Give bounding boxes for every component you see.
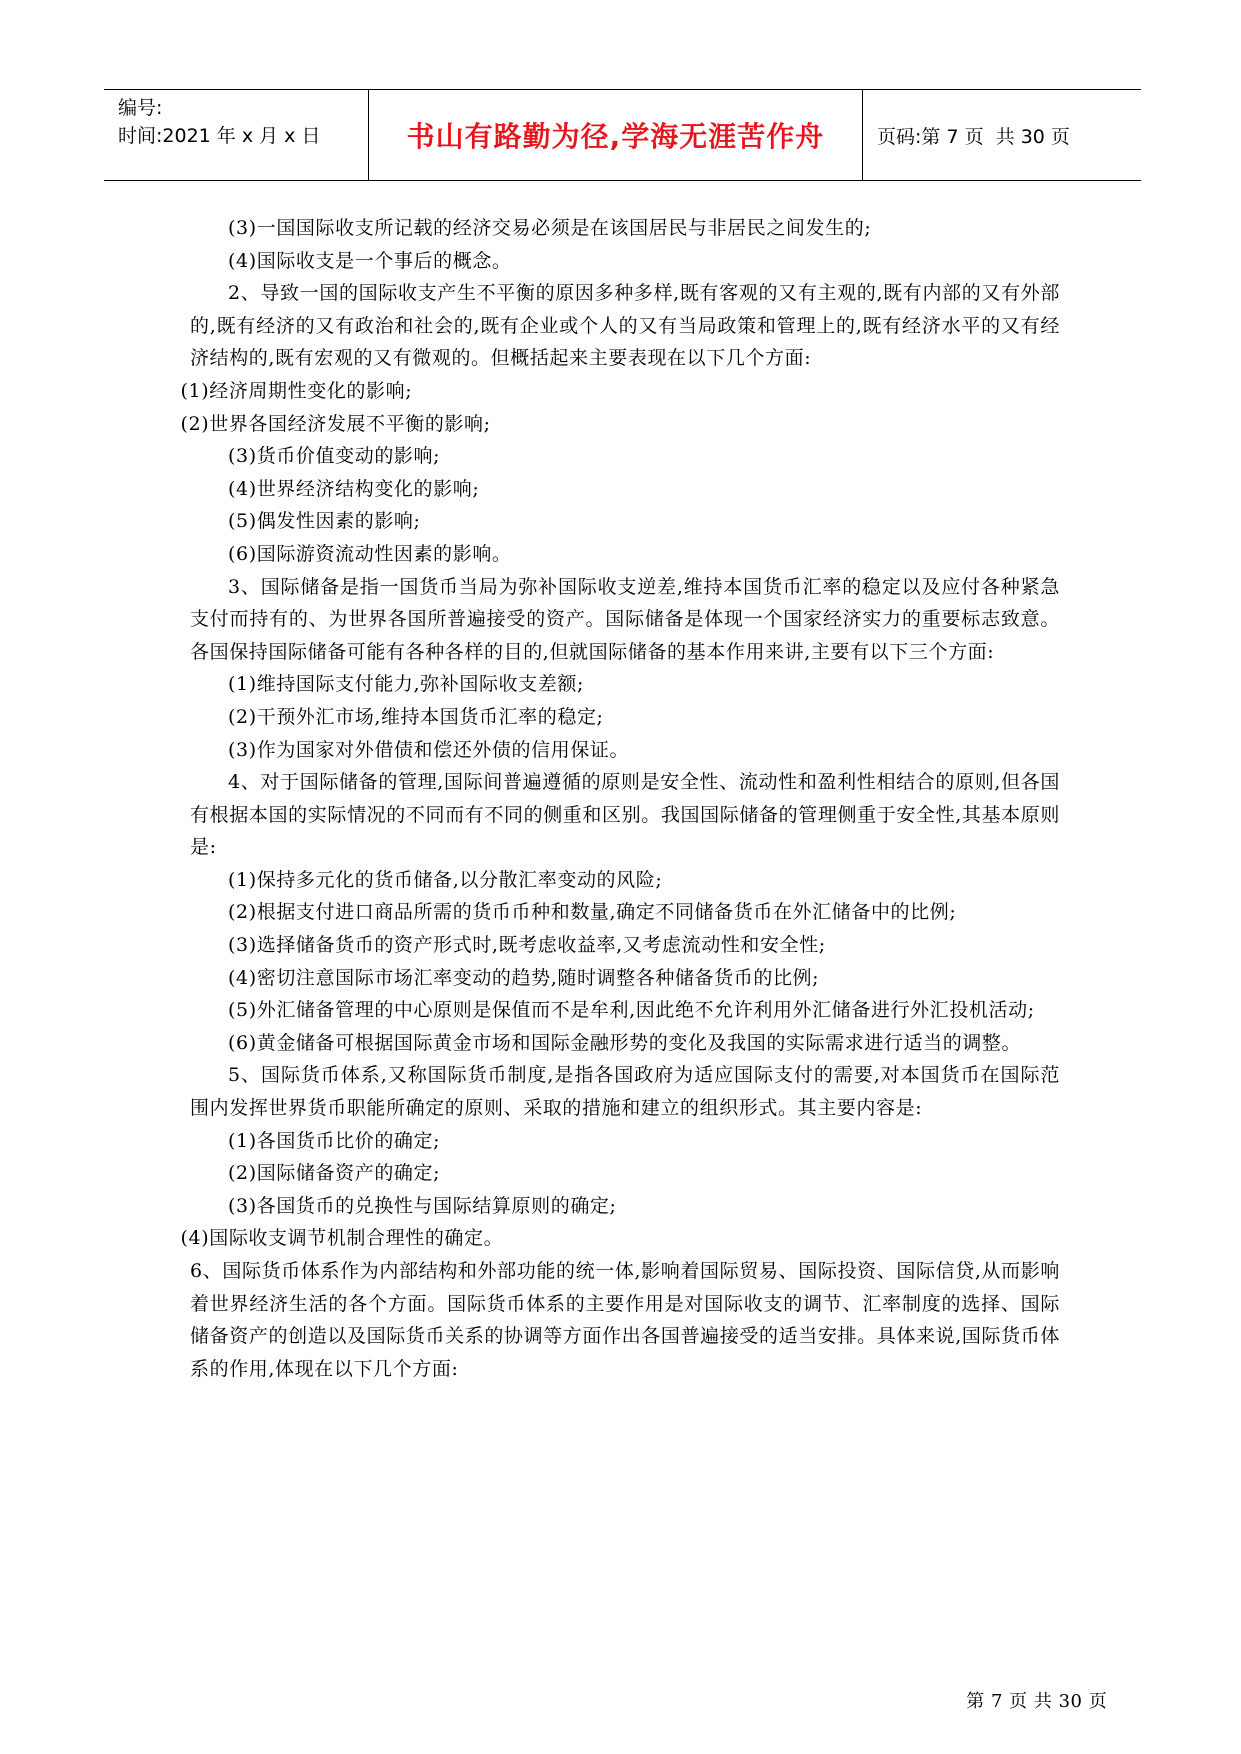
header-page-cell [863, 90, 1141, 180]
header-motto-cell [369, 90, 863, 180]
motto-text: 书山有路勤为径,学海无涯苦作舟 [406, 120, 825, 153]
time-text: 时间:2021 年 x 月 x 日 [118, 125, 321, 147]
paragraph: (2)根据支付进口商品所需的货币币种和数量,确定不同储备货币在外汇储备中的比例; [228, 901, 957, 924]
paragraph: (2)国际储备资产的确定; [228, 1162, 441, 1185]
paragraph: (4)国际收支调节机制合理性的确定。 [180, 1227, 504, 1250]
page-header [104, 89, 1141, 181]
paragraph: 3、国际储备是指一国货币当局为弥补国际收支逆差,维持本国货币汇率的稳定以及应付各种紧急支付而持有的、为世界各国所普遍接受的资产。国际储备是体现一个国家经济实力的重要标志致意。各国保持国际储备可能有各种各样的目的,但就国际储备的基本作用来讲,主要有以下三个方面: [190, 575, 1060, 663]
document-body [180, 212, 1060, 1385]
paragraph: (6)国际游资流动性因素的影响。 [228, 542, 512, 565]
paragraph: (2)世界各国经济发展不平衡的影响; [180, 412, 491, 435]
paragraph: (5)偶发性因素的影响; [228, 510, 421, 533]
paragraph: (5)外汇储备管理的中心原则是保值而不是牟利,因此绝不允许利用外汇储备进行外汇投机活动; [228, 999, 1035, 1022]
paragraph: (1)经济周期性变化的影响; [180, 379, 413, 402]
paragraph: (4)国际收支是一个事后的概念。 [228, 249, 512, 272]
header-page-number: 页码:第 7 页 共 30 页 [877, 125, 1070, 148]
paragraph: (3)货币价值变动的影响; [228, 445, 441, 468]
paragraph: (3)选择储备货币的资产形式时,既考虑收益率,又考虑流动性和安全性; [228, 934, 826, 957]
paragraph: 2、导致一国的国际收支产生不平衡的原因多种多样,既有客观的又有主观的,既有内部的又有外部的,既有经济的又有政治和社会的,既有企业或个人的又有当局政策和管理上的,既有经济水平的又有经济结构的,既有宏观的又有微观的。但概括起来主要表现在以下几个方面: [190, 282, 1060, 370]
footer-page-number: 第 7 页 共 30 页 [966, 1691, 1108, 1712]
paragraph: 5、国际货币体系,又称国际货币制度,是指各国政府为适应国际支付的需要,对本国货币在国际范围内发挥世界货币职能所确定的原则、采取的措施和建立的组织形式。其主要内容是: [190, 1064, 1060, 1120]
paragraph: (1)维持国际支付能力,弥补国际收支差额; [228, 673, 584, 696]
paragraph: (4)世界经济结构变化的影响; [228, 477, 480, 500]
paragraph: (4)密切注意国际市场汇率变动的趋势,随时调整各种储备货币的比例; [228, 966, 820, 989]
code-label: 编号: [118, 97, 163, 119]
paragraph: (2)干预外汇市场,维持本国货币汇率的稳定; [228, 705, 604, 728]
paragraph: 6、国际货币体系作为内部结构和外部功能的统一体,影响着国际贸易、国际投资、国际信贷,从而影响着世界经济生活的各个方面。国际货币体系的主要作用是对国际收支的调节、汇率制度的选择、国际储备资产的创造以及国际货币关系的协调等方面作出各国普遍接受的适当安排。具体来说,国际货币体系的作用,体现在以下几个方面: [190, 1260, 1060, 1380]
paragraph: (3)各国货币的兑换性与国际结算原则的确定; [228, 1194, 617, 1217]
paragraph: (6)黄金储备可根据国际黄金市场和国际金融形势的变化及我国的实际需求进行适当的调整。 [228, 1031, 1022, 1054]
paragraph: (1)各国货币比价的确定; [228, 1129, 441, 1152]
paragraph: (3)作为国家对外借债和偿还外债的信用保证。 [228, 738, 630, 761]
header-meta-cell [104, 90, 369, 180]
page-footer [0, 1666, 1241, 1713]
paragraph: 4、对于国际储备的管理,国际间普遍遵循的原则是安全性、流动性和盈利性相结合的原则,但各国有根据本国的实际情况的不同而有不同的侧重和区别。我国国际储备的管理侧重于安全性,其基本原则是: [190, 771, 1060, 859]
paragraph: (1)保持多元化的货币储备,以分散汇率变动的风险; [228, 868, 663, 891]
paragraph: (3)一国国际收支所记载的经济交易必须是在该国居民与非居民之间发生的; [228, 217, 872, 239]
